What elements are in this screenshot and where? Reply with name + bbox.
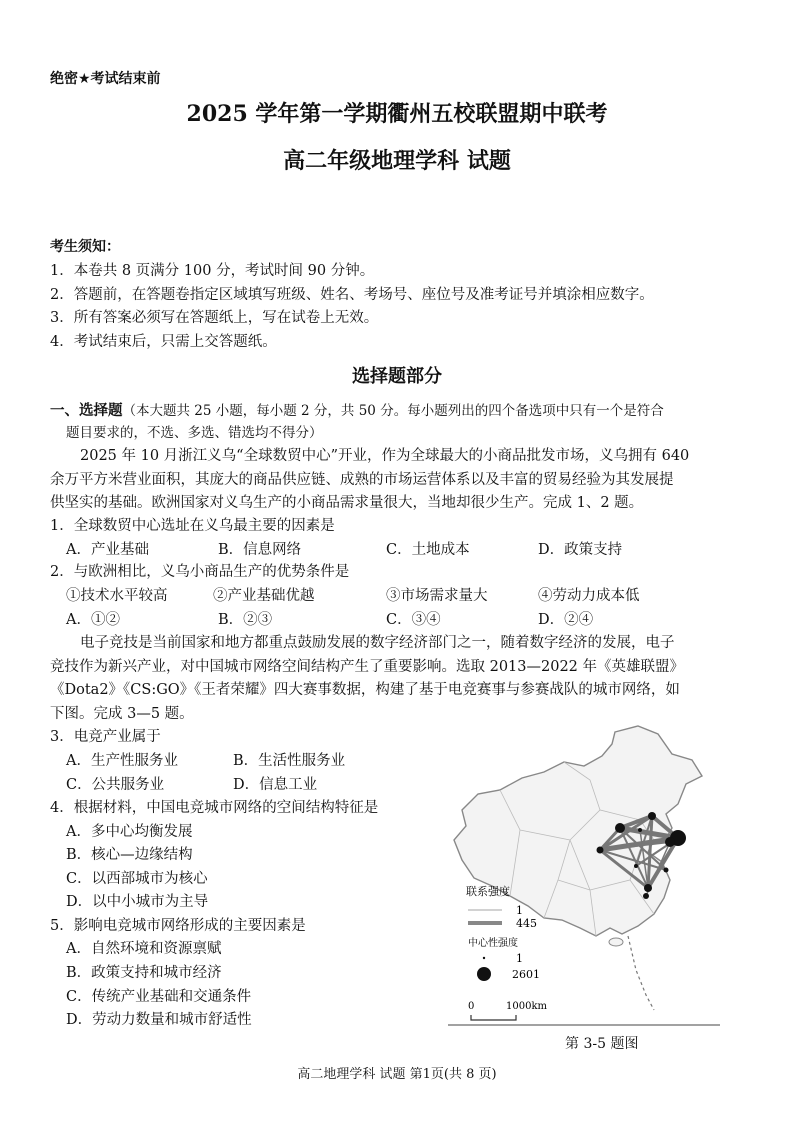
q1-option-c: C．土地成本 [386, 542, 470, 558]
legend-center-small-dot [483, 957, 485, 959]
q4-option-a: A．多中心均衡发展 [66, 824, 193, 840]
notice-item: 3．所有答案必须写在答题纸上，写在试卷上无效。 [50, 310, 379, 326]
q1-option-d: D．政策支持 [538, 542, 623, 558]
q3-option-a: A．生产性服务业 [66, 753, 178, 769]
q5-stem: 5．影响电竞城市网络形成的主要因素是 [50, 918, 306, 934]
q1-option-b: B．信息网络 [218, 542, 302, 558]
city-node [615, 823, 625, 833]
scale-zero: 0 [468, 1001, 475, 1012]
section-heading: 一、选择题 [50, 403, 123, 419]
passage1-line: 2025 年 10 月浙江义乌“全球数贸中心”开业，作为全球最大的小商品批发市场，义乌拥有 640 [80, 448, 690, 464]
q3-stem: 3．电竞产业属于 [50, 729, 161, 745]
secret-label: 绝密★考试结束前 [50, 71, 161, 87]
china-outline [454, 726, 702, 936]
city-node [638, 828, 642, 832]
section-heading-line [50, 399, 664, 420]
city-node [648, 812, 656, 820]
city-node [665, 837, 675, 847]
q2-option-b: B．②③ [218, 612, 273, 628]
city-node [597, 847, 604, 854]
city-node [643, 893, 649, 899]
scale-label: 1000km [506, 1001, 547, 1012]
legend-link-min: 1 [516, 904, 523, 917]
q5-option-a: A．自然环境和资源禀赋 [66, 941, 222, 957]
passage2-line: 《Dota2》《CS:GO》《王者荣耀》四大赛事数据，构建了基于电竞赛事与参赛战队的城市网络，如 [50, 682, 680, 698]
q3-option-d: D．信息工业 [233, 777, 318, 793]
city-node [634, 864, 638, 868]
q4-option-b: B．核心—边缘结构 [66, 847, 193, 863]
legend-link-title: 联系强度 [466, 885, 510, 898]
q1-option-a: A．产业基础 [66, 542, 149, 558]
q4-option-c: C．以西部城市为核心 [66, 871, 208, 887]
q5-option-c: C．传统产业基础和交通条件 [66, 989, 252, 1005]
q2-condition: ②产业基础优越 [213, 588, 315, 604]
passage2-line: 电子竞技是当前国家和地方都重点鼓励发展的数字经济部门之一，随着数字经济的发展，电子 [80, 635, 675, 651]
q2-option-c: C．③④ [386, 612, 441, 628]
section-desc-2: 题目要求的，不选、多选、错选均不得分） [66, 425, 323, 441]
city-node [644, 884, 652, 892]
q3-option-b: B．生活性服务业 [233, 753, 346, 769]
legend-center-large-dot [477, 967, 491, 981]
page-footer: 高二地理学科 试题 第1页(共 8 页) [297, 1067, 497, 1082]
city-network-map [440, 720, 730, 1030]
passage2-line: 下图。完成 3—5 题。 [50, 706, 194, 722]
section-title: 选择题部分 [352, 366, 442, 387]
notice-item: 2．答题前，在答题卷指定区域填写班级、姓名、考场号、座位号及准考证号并填涂相应数字。 [50, 287, 654, 303]
q4-option-d: D．以中小城市为主导 [66, 894, 209, 910]
legend-link-max: 445 [516, 917, 537, 930]
passage2-line: 竞技作为新兴产业，对中国城市网络空间结构产生了重要影响。选取 2013—2022 年《英雄联盟》 [50, 659, 685, 675]
legend-center-max: 2601 [512, 968, 540, 981]
q2-stem: 2．与欧洲相比，义乌小商品生产的优势条件是 [50, 564, 350, 580]
q3-option-c: C．公共服务业 [66, 777, 165, 793]
q2-condition: ④劳动力成本低 [538, 588, 640, 604]
legend-center-title: 中心性强度 [468, 938, 518, 949]
q2-option-a: A．①② [66, 612, 120, 628]
figure-caption: 第 3-5 题图 [565, 1036, 639, 1052]
hainan-island [609, 938, 623, 946]
passage1-line: 余万平方米营业面积，其庞大的商品供应链、成熟的市场运营体系以及丰富的贸易经验为其发展提 [50, 472, 674, 488]
exam-subtitle: 高二年级地理学科 试题 [283, 148, 511, 174]
q2-condition: ③市场需求量大 [386, 588, 488, 604]
section-desc: （本大题共 25 小题，每小题 2 分，共 50 分。每小题列出的四个备选项中只有一个是符合 [122, 403, 664, 419]
city-node [664, 868, 669, 873]
q5-option-d: D．劳动力数量和城市舒适性 [66, 1012, 252, 1028]
scale-bar [471, 1015, 516, 1020]
notice-item: 4．考试结束后，只需上交答题纸。 [50, 334, 277, 350]
q1-stem: 1．全球数贸中心选址在义乌最主要的因素是 [50, 518, 335, 534]
q4-stem: 4．根据材料，中国电竞城市网络的空间结构特征是 [50, 800, 379, 816]
notice-heading: 考生须知： [50, 239, 120, 255]
q2-option-d: D．②④ [538, 612, 594, 628]
passage1-line: 供坚实的基础。欧洲国家对义乌生产的小商品需求量很大，当地却很少生产。完成 1、2 题。 [50, 495, 644, 511]
q2-condition: ①技术水平较高 [66, 588, 168, 604]
legend-center-min: 1 [516, 952, 523, 965]
q5-option-b: B．政策支持和城市经济 [66, 965, 222, 981]
exam-title: 2025 学年第一学期衢州五校联盟期中联考 [186, 101, 608, 127]
notice-item: 1．本卷共 8 页满分 100 分，考试时间 90 分钟。 [50, 263, 375, 279]
